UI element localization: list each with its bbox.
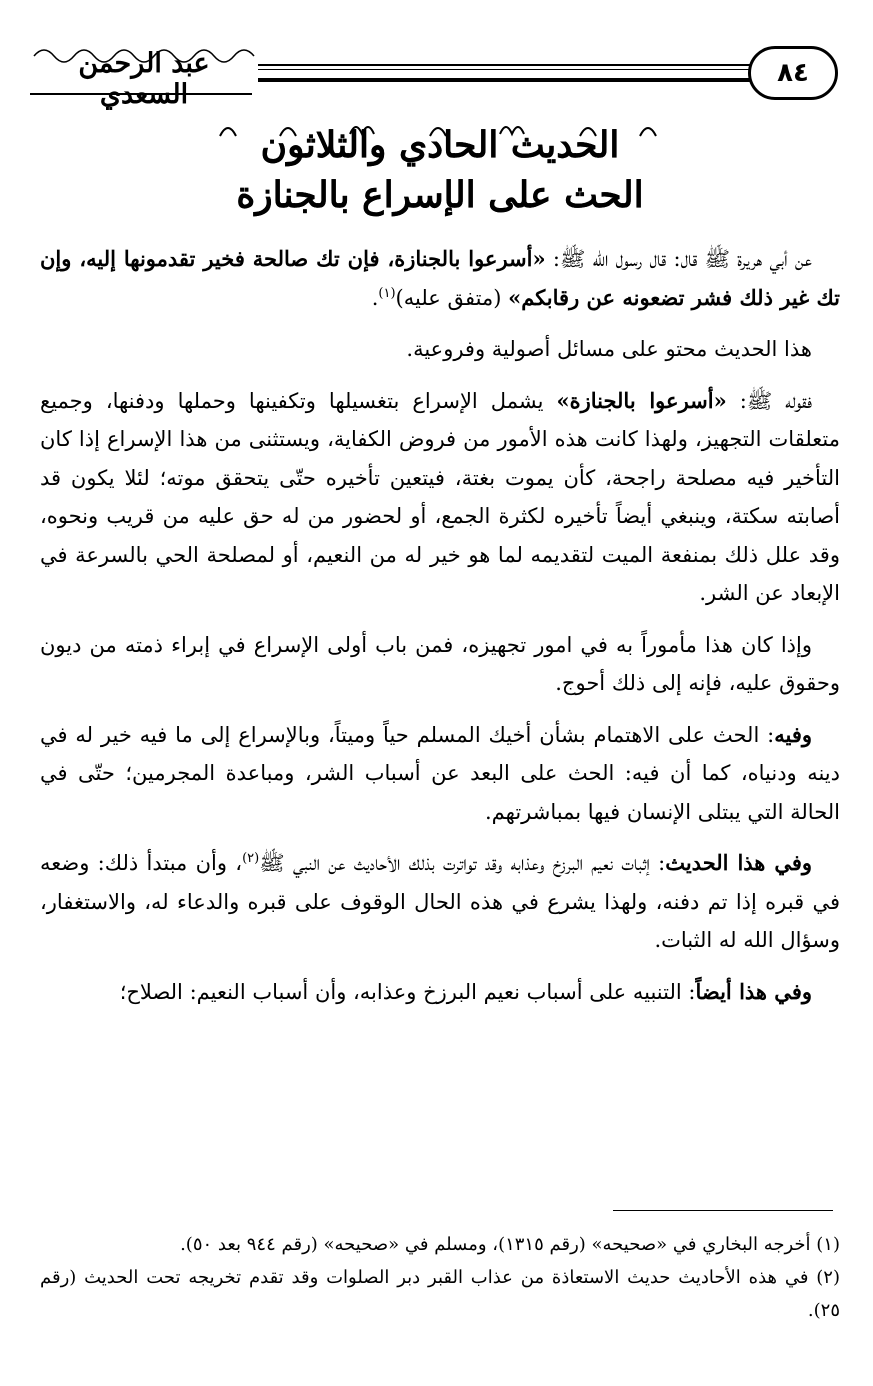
footnote-ref-2[interactable]: (٢) <box>242 851 260 866</box>
footnote-separator <box>613 1210 833 1211</box>
footnote-2: (٢) في هذه الأحاديث حديث الاستعاذة من عذاب القبر دبر الصلوات وقد تقدم تخريجه تحت الحديث (رقم ٢٥). <box>40 1267 840 1321</box>
paragraph-3 <box>40 382 840 613</box>
paragraph-4: وإذا كان هذا مأموراً به في امور تجهيزه، فمن باب أولى الإسراع في إبراء ذمته من ديون وحقوق عليه، فإنه إلى ذلك أحوج. <box>40 632 840 695</box>
page-header <box>26 38 838 108</box>
paragraph-2: هذا الحديث محتو على مسائل أصولية وفروعية. <box>406 337 812 361</box>
footnote-ref-1[interactable]: (١) <box>378 285 396 301</box>
p7-lead: وفي هذا أيضاً <box>695 978 812 1004</box>
p6-lead: وفي هذا الحديث <box>665 850 813 875</box>
p6-text-1: : إثبات نعيم البرزخ وعذابه وقد تواترت بذلك الأحاديث عن النبي ﷺ <box>259 851 666 875</box>
main-text <box>40 240 840 1024</box>
paragraph-6 <box>40 844 840 960</box>
p3-prefix: فقوله ﷺ: <box>726 388 813 413</box>
title-ornament <box>200 114 680 144</box>
page-number: ٨٤ <box>777 58 809 88</box>
p1-end: . <box>371 285 379 310</box>
paragraph-1 <box>40 240 840 317</box>
page-number-frame <box>748 46 838 100</box>
paragraph-5 <box>40 716 840 832</box>
p1-prefix: عن أبي هريرة ﷺ قال: قال رسول الله ﷺ: <box>545 247 812 271</box>
p1-source: (متفق عليه) <box>395 285 509 310</box>
paragraph-7 <box>40 973 840 1012</box>
hadith-text: «أسرعوا بالجنازة، فإن تك صالحة فخير تقدمونها إليه، وإن تك غير ذلك فشر تضعونه عن رقابكم» <box>40 246 840 310</box>
p7-text: : التنبيه على أسباب نعيم البرزخ وعذابه، وأن أسباب النعيم: الصلاح؛ <box>119 979 696 1004</box>
p5-text: : الحث على الاهتمام بشأن أخيك المسلم حياً وميتاً، وبالإسراع إلى ما فيه خير له في دينه ودنياه، كما أن فيه: الحث على البعد عن أسباب الشر، ومباعدة المجرمين؛ حتّى في الحالة التي يبتلى الإنسان فيها بمباشرتهم. <box>40 722 840 824</box>
p6-text-2: ، وأن مبتدأ ذلك: وضعه في قبره إذا تم دفنه، ولهذا يشرع في هذه الحال الوقوف على قبره والدعاء له، والاستغفار، وسؤال الله له الثبات. <box>40 851 840 952</box>
footnote-1: (١) أخرجه البخاري في «صحيحه» (رقم ١٣١٥)، ومسلم في «صحيحه» (رقم ٩٤٤ بعد ٥٠). <box>180 1234 840 1255</box>
author-name: عبد الرحمن السعدي <box>78 48 210 110</box>
title-line-1: الحديث الحادي والثلاثون <box>260 124 620 166</box>
chapter-title <box>160 120 720 230</box>
title-line-2: الحث على الإسراع بالجنازة <box>236 174 644 216</box>
p3-quote: «أسرعوا بالجنازة» <box>556 387 727 413</box>
footnotes <box>40 1228 840 1327</box>
header-rule <box>258 64 768 82</box>
p5-lead: وفيه <box>774 721 812 747</box>
p3-text: يشمل الإسراع بتغسيلها وتكفينها وحملها ودفنها، وجميع متعلقات التجهيز، ولهذا كانت هذه الأمور من فروض الكفاية، ويستثنى من هذا الإسراع إذا كان التأخير فيه مصلحة راجحة، كأن يموت بغتة، فيتعين تأخيره حتّى يتحقق موته؛ لئلا يكون قد أصابته سكتة، وينبغي أيضاً تأخيره لكثرة الجمع، أو لحضور من له حق عليه من قريب ونحوه، وقد علل ذلك بمنفعة الميت لتقديمه لما هو خير له من النعيم، أو لمصلحة الحي بالسرعة في الإبعاد عن الشر. <box>40 388 840 605</box>
